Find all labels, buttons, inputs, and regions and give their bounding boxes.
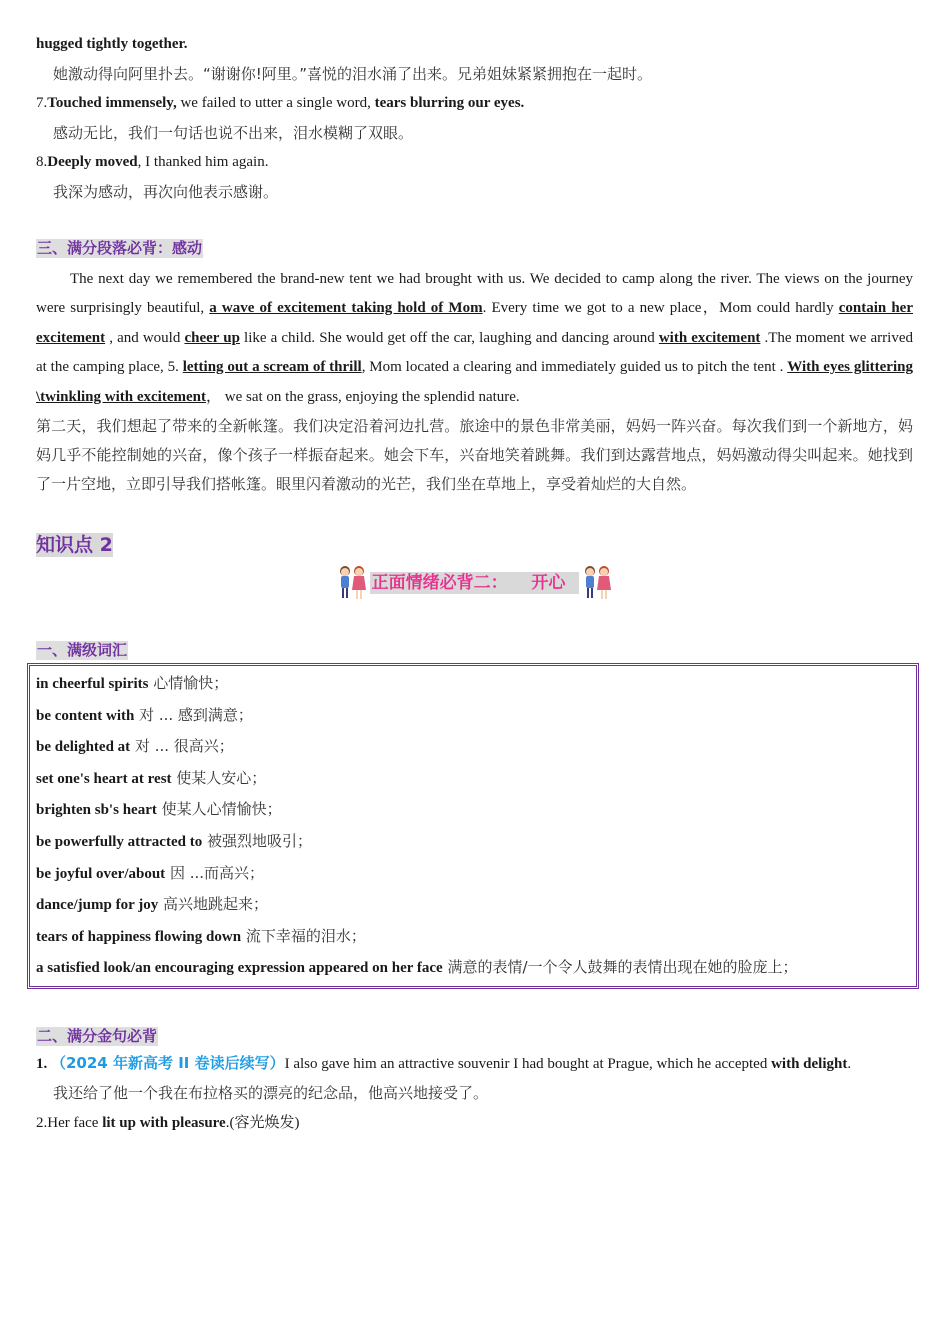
vocab-item: set one's heart at rest 使某人安心；	[36, 768, 267, 787]
children-icon	[334, 563, 370, 603]
vocab-item: brighten sb's heart 使某人心情愉快；	[36, 800, 282, 819]
vocab-item: be delighted at 对 ... 很高兴；	[36, 737, 234, 756]
golden-sentence-1: 1. （2024 年新高考 II 卷读后续写）I also gave him an attractive souvenir I had bought at Prague, which he accepted with delight.	[36, 1053, 852, 1072]
sentence-8-translation: 我深为感动，再次向他表示感谢。	[53, 182, 279, 201]
vocab-item: tears of happiness flowing down 流下幸福的泪水；	[36, 926, 366, 945]
children-icon	[579, 563, 615, 603]
sentence-7: 7.Touched immensely, we failed to utter a single word, tears blurring our eyes.	[36, 95, 525, 111]
sentence-8: 8.Deeply moved, I thanked him again.	[36, 154, 269, 170]
section-heading-vocab: 一、满级词汇	[37, 641, 128, 659]
golden-sentence-1-translation: 我还给了他一个我在布拉格买的漂亮的纪念品，他高兴地接受了。	[53, 1084, 489, 1103]
sentence-translation: 她激动得向阿里扑去。“谢谢你!阿里。”喜悦的泪水涌了出来。兄弟姐妹紧紧拥抱在一起时。	[53, 64, 653, 83]
vocab-box	[27, 663, 919, 989]
vocab-item: dance/jump for joy 高兴地跳起来；	[36, 895, 269, 914]
model-paragraph-translation: 第二天，我们想起了带来的全新帐篷。我们决定沿着河边扎营。旅途中的景色非常美丽，妈妈一阵兴奋。每次我们到一个新地方，妈妈几乎不能控制她的兴奋，像个孩子一样振奋起来。她会下车，兴奋地笑着跳舞。我们到达露营地点，妈妈激动得尖叫起来。她找到了一片空地，立即引导我们搭帐篷。眼里闪着激动的光芒，我们坐在草地上，享受着灿烂的大自然。	[36, 417, 913, 493]
vocab-item: be joyful over/about 因 ...而高兴；	[36, 863, 265, 882]
vocab-item: in cheerful spirits 心情愉快；	[36, 674, 229, 692]
sentence-continuation: hugged tightly together.	[36, 36, 188, 52]
sentence-7-translation: 感动无比，我们一句话也说不出来，泪水模糊了双眼。	[53, 123, 414, 142]
vocab-item: a satisfied look/an encouraging expression appeared on her face 满意的表情/一个令人鼓舞的表情出现在她的脸庞上；	[36, 958, 798, 977]
vocab-item: be content with 对 ... 感到满意；	[36, 705, 253, 724]
golden-sentence-2: 2.Her face lit up with pleasure.(容光焕发)	[36, 1114, 300, 1131]
topic-banner	[36, 563, 913, 611]
vocab-item: be powerfully attracted to 被强烈地吸引；	[36, 831, 312, 850]
model-paragraph: The next day we remembered the brand-new tent we had brought with us. We decided to camp along the river. The views on the journey were surprisingly beautiful, a wave of excitement taking hold of Mom. Every time we got to a new place，Mom could hardly contain her excitement , and would cheer up like a child. She would get off the car, laughing and dancing around with excitement .The moment we arrived at the camping place, 5. letting out a scream of thrill, Mom located a clearing and immediately guided us to pitch the tent . With eyes glittering \twinkling with excitement， we sat on the grass, enjoying the splendid nature.	[36, 270, 913, 405]
section-heading-sentences: 二、满分金句必背	[37, 1026, 158, 1045]
knowledge-point-label: 知识点 2	[36, 534, 113, 556]
section-heading-paragraph: 三、满分段落必背：感动	[37, 239, 203, 257]
topic-banner-title: 正面情绪必背二： 开心	[370, 572, 580, 594]
document-page	[36, 30, 913, 1138]
